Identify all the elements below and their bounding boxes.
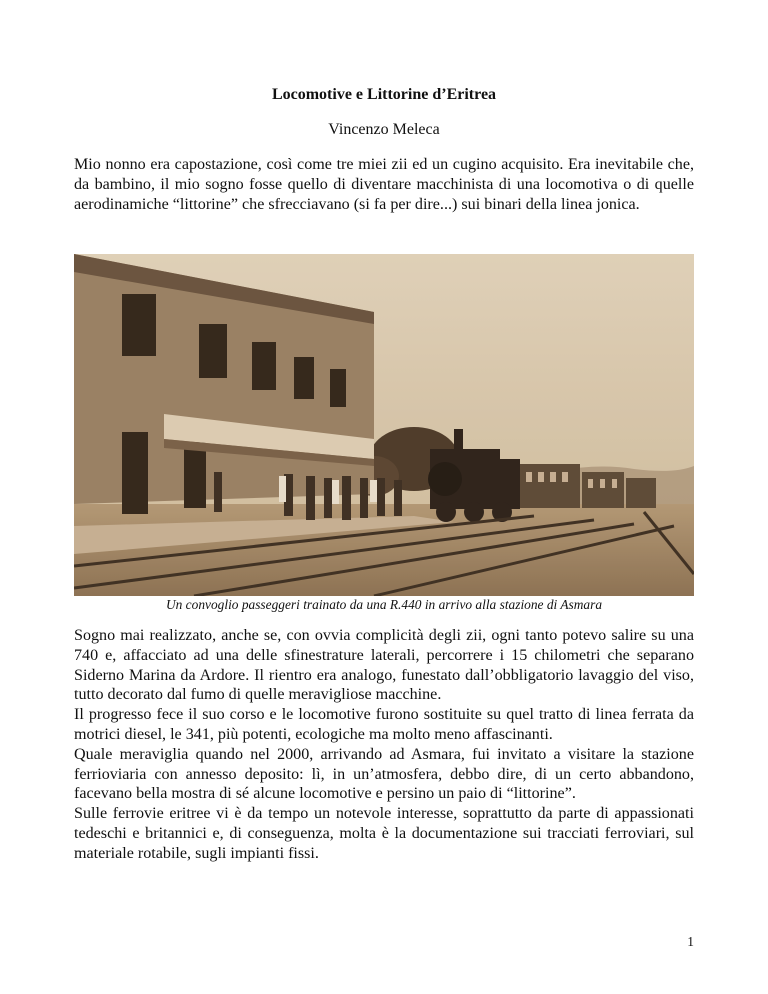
- body-paragraph: Il progresso fece il suo corso e le locomotive furono sostituite su quel tratto di linea ferrata da motrici diesel, le 341, più potenti, ecologiche ma molto meno affascinanti.: [74, 706, 694, 743]
- author-name: Vincenzo Meleca: [328, 121, 440, 138]
- body-paragraph: Sogno mai realizzato, anche se, con ovvia complicità degli zii, ogni tanto potevo salire su una 740 e, affacciato ad una delle sfinestrature laterali, percorrere i 15 chilometri che separano Siderno Marina da Ardore. Il rientro era analogo, funestato dall’obbligatorio lavaggio del viso, tutto decorato dal fumo di quelle meravigliose macchine.: [74, 627, 694, 704]
- body-paragraph: Quale meraviglia quando nel 2000, arrivando ad Asmara, fui invitato a visitare la stazione ferrioviaria con annesso deposito: lì, in un’atmosfera, debbo dire, di un certo abbandono, facevano bella mostra di sé alcune locomotive e persino un paio di “littorine”.: [74, 745, 694, 803]
- document-title: Locomotive e Littorine d’Eritrea: [271, 86, 497, 103]
- body-paragraph: Sulle ferrovie eritree vi è da tempo un notevole interesse, soprattutto da parte di appassionati tedeschi e britannici e, di conseguenza, molta è la documentazione sui tracciati ferroviari, sul materiale rotabile, sugli impianti fissi.: [74, 805, 694, 862]
- intro-paragraph: Mio nonno era capostazione, così come tre miei zii ed un cugino acquisito. Era inevitabile che, da bambino, il mio sogno fosse quello di diventare macchinista di una locomotiva o di quelle aerodinamiche “littorine” che sfrecciavano (si fa per dire...) sui binari della linea jonica.: [74, 156, 694, 213]
- page-number: 1: [687, 934, 694, 949]
- figure-caption: Un convoglio passeggeri trainato da una R.440 in arrivo alla stazione di Asmara: [165, 597, 603, 612]
- body-text: [74, 626, 694, 864]
- station-photo: [74, 254, 694, 596]
